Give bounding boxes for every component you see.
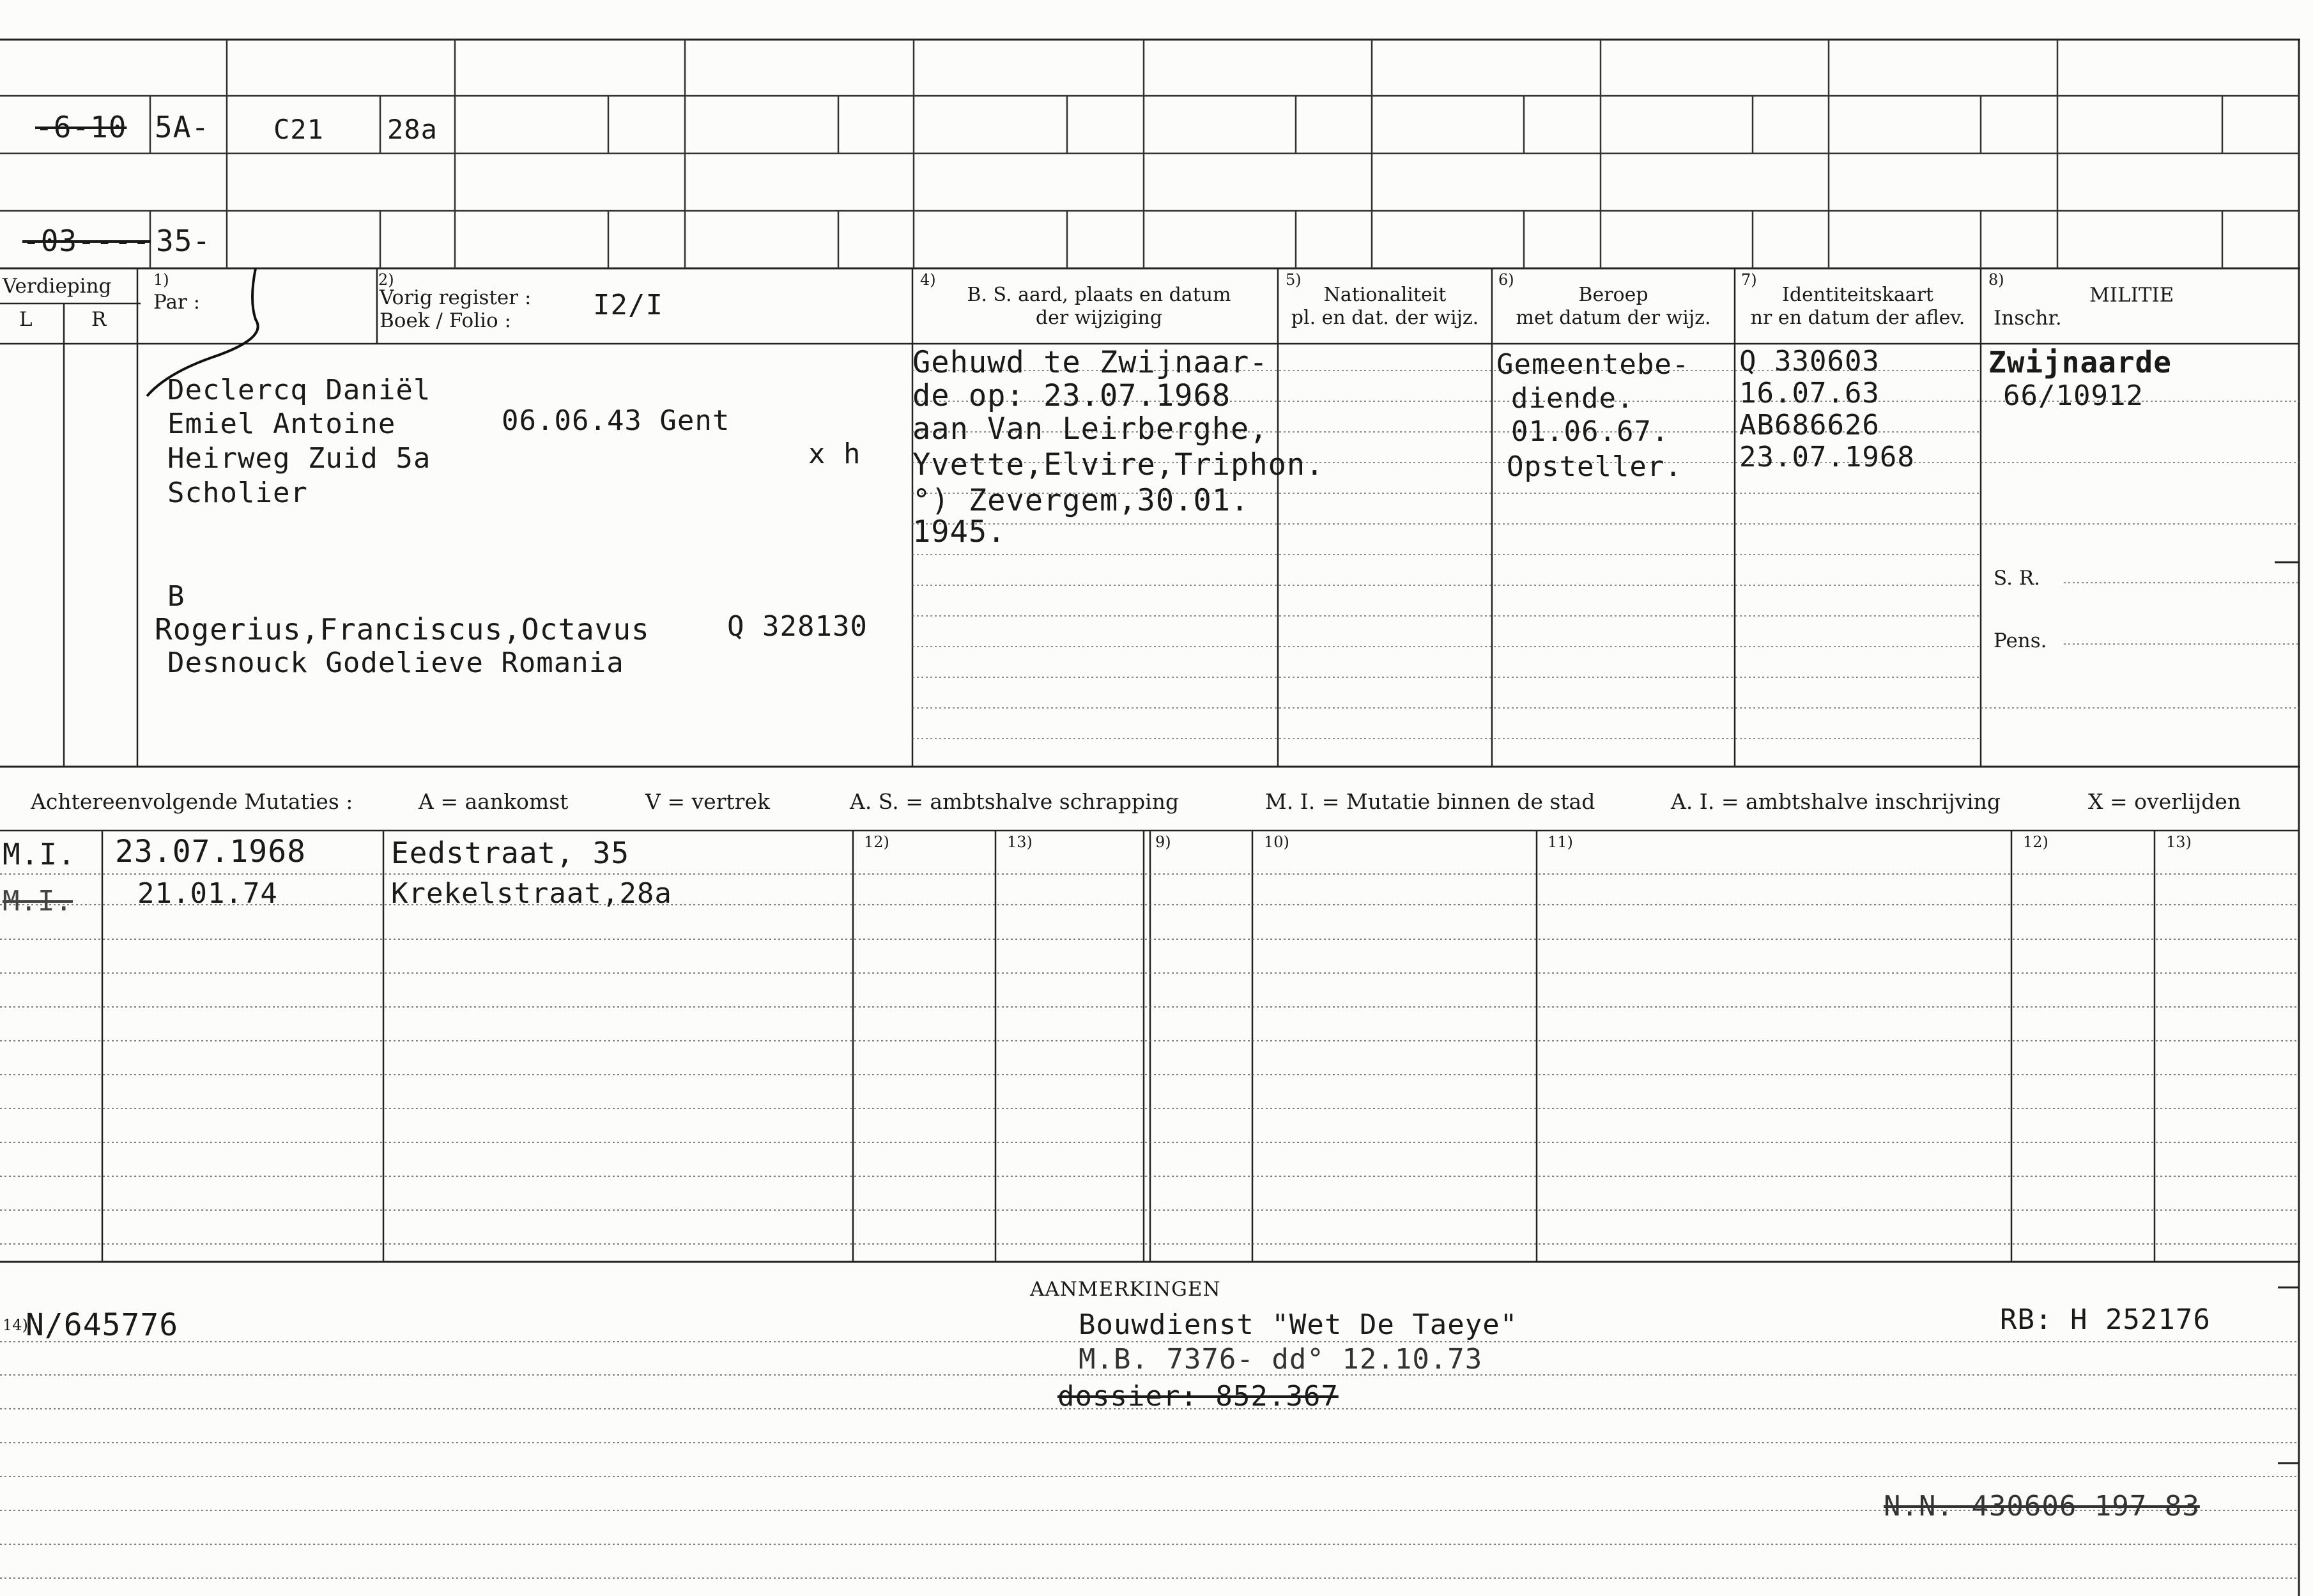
col4-num: 4)	[920, 271, 936, 289]
legend-ai: A. I. = ambtshalve inschrijving	[1671, 789, 2001, 814]
partner-names: Rogerius,Franciscus,Octavus	[155, 612, 650, 647]
partner-code: Q 328130	[727, 610, 868, 643]
verdieping-label: Verdieping	[3, 275, 112, 298]
id-card-date-2: 23.07.1968	[1739, 441, 1915, 473]
profession-line1: Gemeentebe-	[1496, 348, 1690, 381]
top-cell-6: 35-	[156, 224, 211, 258]
militie-label: MILITIE	[2089, 284, 2174, 307]
col8-num: 8)	[1988, 271, 2004, 289]
verdieping-l: L	[19, 308, 33, 331]
person-name-line2: Emiel Antoine	[167, 408, 396, 440]
civil-status-line3: aan Van Leirberghe,	[912, 411, 1268, 447]
militia-place: Zwijnaarde	[1988, 345, 2172, 380]
mut-col-num: 13)	[2166, 833, 2192, 851]
col1-num: 1)	[153, 271, 169, 289]
top-cell-2: 5A-	[155, 110, 210, 144]
top-cell-3: C21	[273, 114, 324, 145]
col5-label-b: pl. en dat. der wijz.	[1291, 307, 1479, 329]
col4-label-b: der wijziging	[1035, 307, 1163, 329]
col5-label-a: Nationaliteit	[1323, 284, 1447, 306]
boek-folio-label: Boek / Folio :	[380, 309, 511, 332]
remarks-reference: N/645776	[26, 1307, 179, 1343]
remarks-line1: Bouwdienst "Wet De Taeye"	[1079, 1308, 1518, 1341]
col2-num: 2)	[378, 271, 394, 289]
remarks-title: AANMERKINGEN	[1030, 1278, 1221, 1301]
mutation-type: M.I.	[3, 885, 73, 917]
person-address: Heirweg Zuid 5a	[167, 442, 431, 475]
col6-label-a: Beroep	[1578, 284, 1648, 306]
col6-num: 6)	[1498, 271, 1514, 289]
partner-parents: Desnouck Godelieve Romania	[167, 647, 624, 679]
civil-status-line1: Gehuwd te Zwijnaar-	[912, 345, 1268, 380]
col6-label-b: met datum der wijz.	[1516, 307, 1711, 329]
civil-status-line6: 1945.	[912, 514, 1006, 549]
remarks-national-number: N.N. 430606 197 83	[1884, 1490, 2200, 1523]
sr-label: S. R.	[1994, 567, 2041, 590]
col4-header	[920, 284, 1278, 330]
top-cell-4: 28a	[387, 114, 438, 145]
person-occupation: Scholier	[167, 477, 308, 509]
legend-a: A = aankomst	[419, 789, 569, 814]
militia-number: 66/10912	[2003, 380, 2144, 412]
mutation-address: Krekelstraat,28a	[391, 877, 672, 910]
profession-line2: diende.	[1511, 382, 1634, 415]
col4-label-a: B. S. aard, plaats en datum	[967, 284, 1231, 306]
mut-col-num: 10)	[1264, 833, 1289, 851]
verdieping-r: R	[91, 308, 107, 331]
civil-status-line4: Yvette,Elvire,Triphon.	[912, 447, 1325, 482]
mut-col-num: 11)	[1548, 833, 1573, 851]
mut-col-num: 12)	[2023, 833, 2048, 851]
profession-line3: 01.06.67.	[1511, 415, 1670, 448]
col7-label-a: Identiteitskaart	[1782, 284, 1933, 306]
legend-v: V = vertrek	[645, 789, 770, 814]
legend-title: Achtereenvolgende Mutaties :	[31, 789, 353, 814]
person-name-line1: Declercq Daniël	[167, 374, 431, 406]
profession-line4: Opsteller.	[1507, 450, 1682, 483]
mut-col-num: 9)	[1155, 833, 1171, 851]
mutation-type: M.I.	[3, 837, 76, 871]
remarks-rb: RB: H 252176	[2000, 1303, 2211, 1336]
col5-header	[1278, 284, 1492, 330]
person-mark: x h	[808, 438, 861, 470]
mut-col-num: 13)	[1007, 833, 1033, 851]
col7-label-b: nr en datum der aflev.	[1750, 307, 1965, 329]
col5-num: 5)	[1286, 271, 1302, 289]
vorig-register-label: Vorig register :	[380, 286, 532, 309]
partner-label: B	[167, 580, 185, 613]
remarks-line3: dossier: 852.367	[1057, 1380, 1339, 1413]
mutation-date: 23.07.1968	[115, 834, 306, 870]
civil-status-line2: de op: 23.07.1968	[912, 378, 1231, 413]
person-birth: 06.06.43 Gent	[502, 404, 730, 437]
remarks-line2: M.B. 7376- dd° 12.10.73	[1079, 1343, 1483, 1376]
vorig-register-value: I2/I	[593, 289, 663, 321]
id-card-number-2: AB686626	[1739, 409, 1880, 441]
col6-header	[1492, 284, 1735, 330]
mutation-address: Eedstraat, 35	[391, 836, 630, 870]
id-card-number: Q 330603	[1739, 345, 1880, 378]
legend-x: X = overlijden	[2088, 789, 2241, 814]
par-label: Par :	[153, 291, 201, 314]
inschr-label: Inschr.	[1994, 307, 2062, 330]
legend-mi: M. I. = Mutatie binnen de stad	[1265, 789, 1595, 814]
pens-label: Pens.	[1994, 629, 2047, 652]
top-cell-5: -03----	[22, 224, 151, 258]
col7-num: 7)	[1741, 271, 1757, 289]
mut-col-num: 12)	[864, 833, 889, 851]
civil-status-line5: °) Zevergem,30.01.	[912, 483, 1250, 518]
col7-header	[1735, 284, 1981, 330]
id-card-date: 16.07.63	[1739, 377, 1880, 410]
top-cell-1: -6-10	[35, 110, 127, 144]
remarks-num: 14)	[3, 1316, 28, 1334]
legend-as: A. S. = ambtshalve schrapping	[850, 789, 1180, 814]
mutation-date: 21.01.74	[137, 877, 278, 910]
